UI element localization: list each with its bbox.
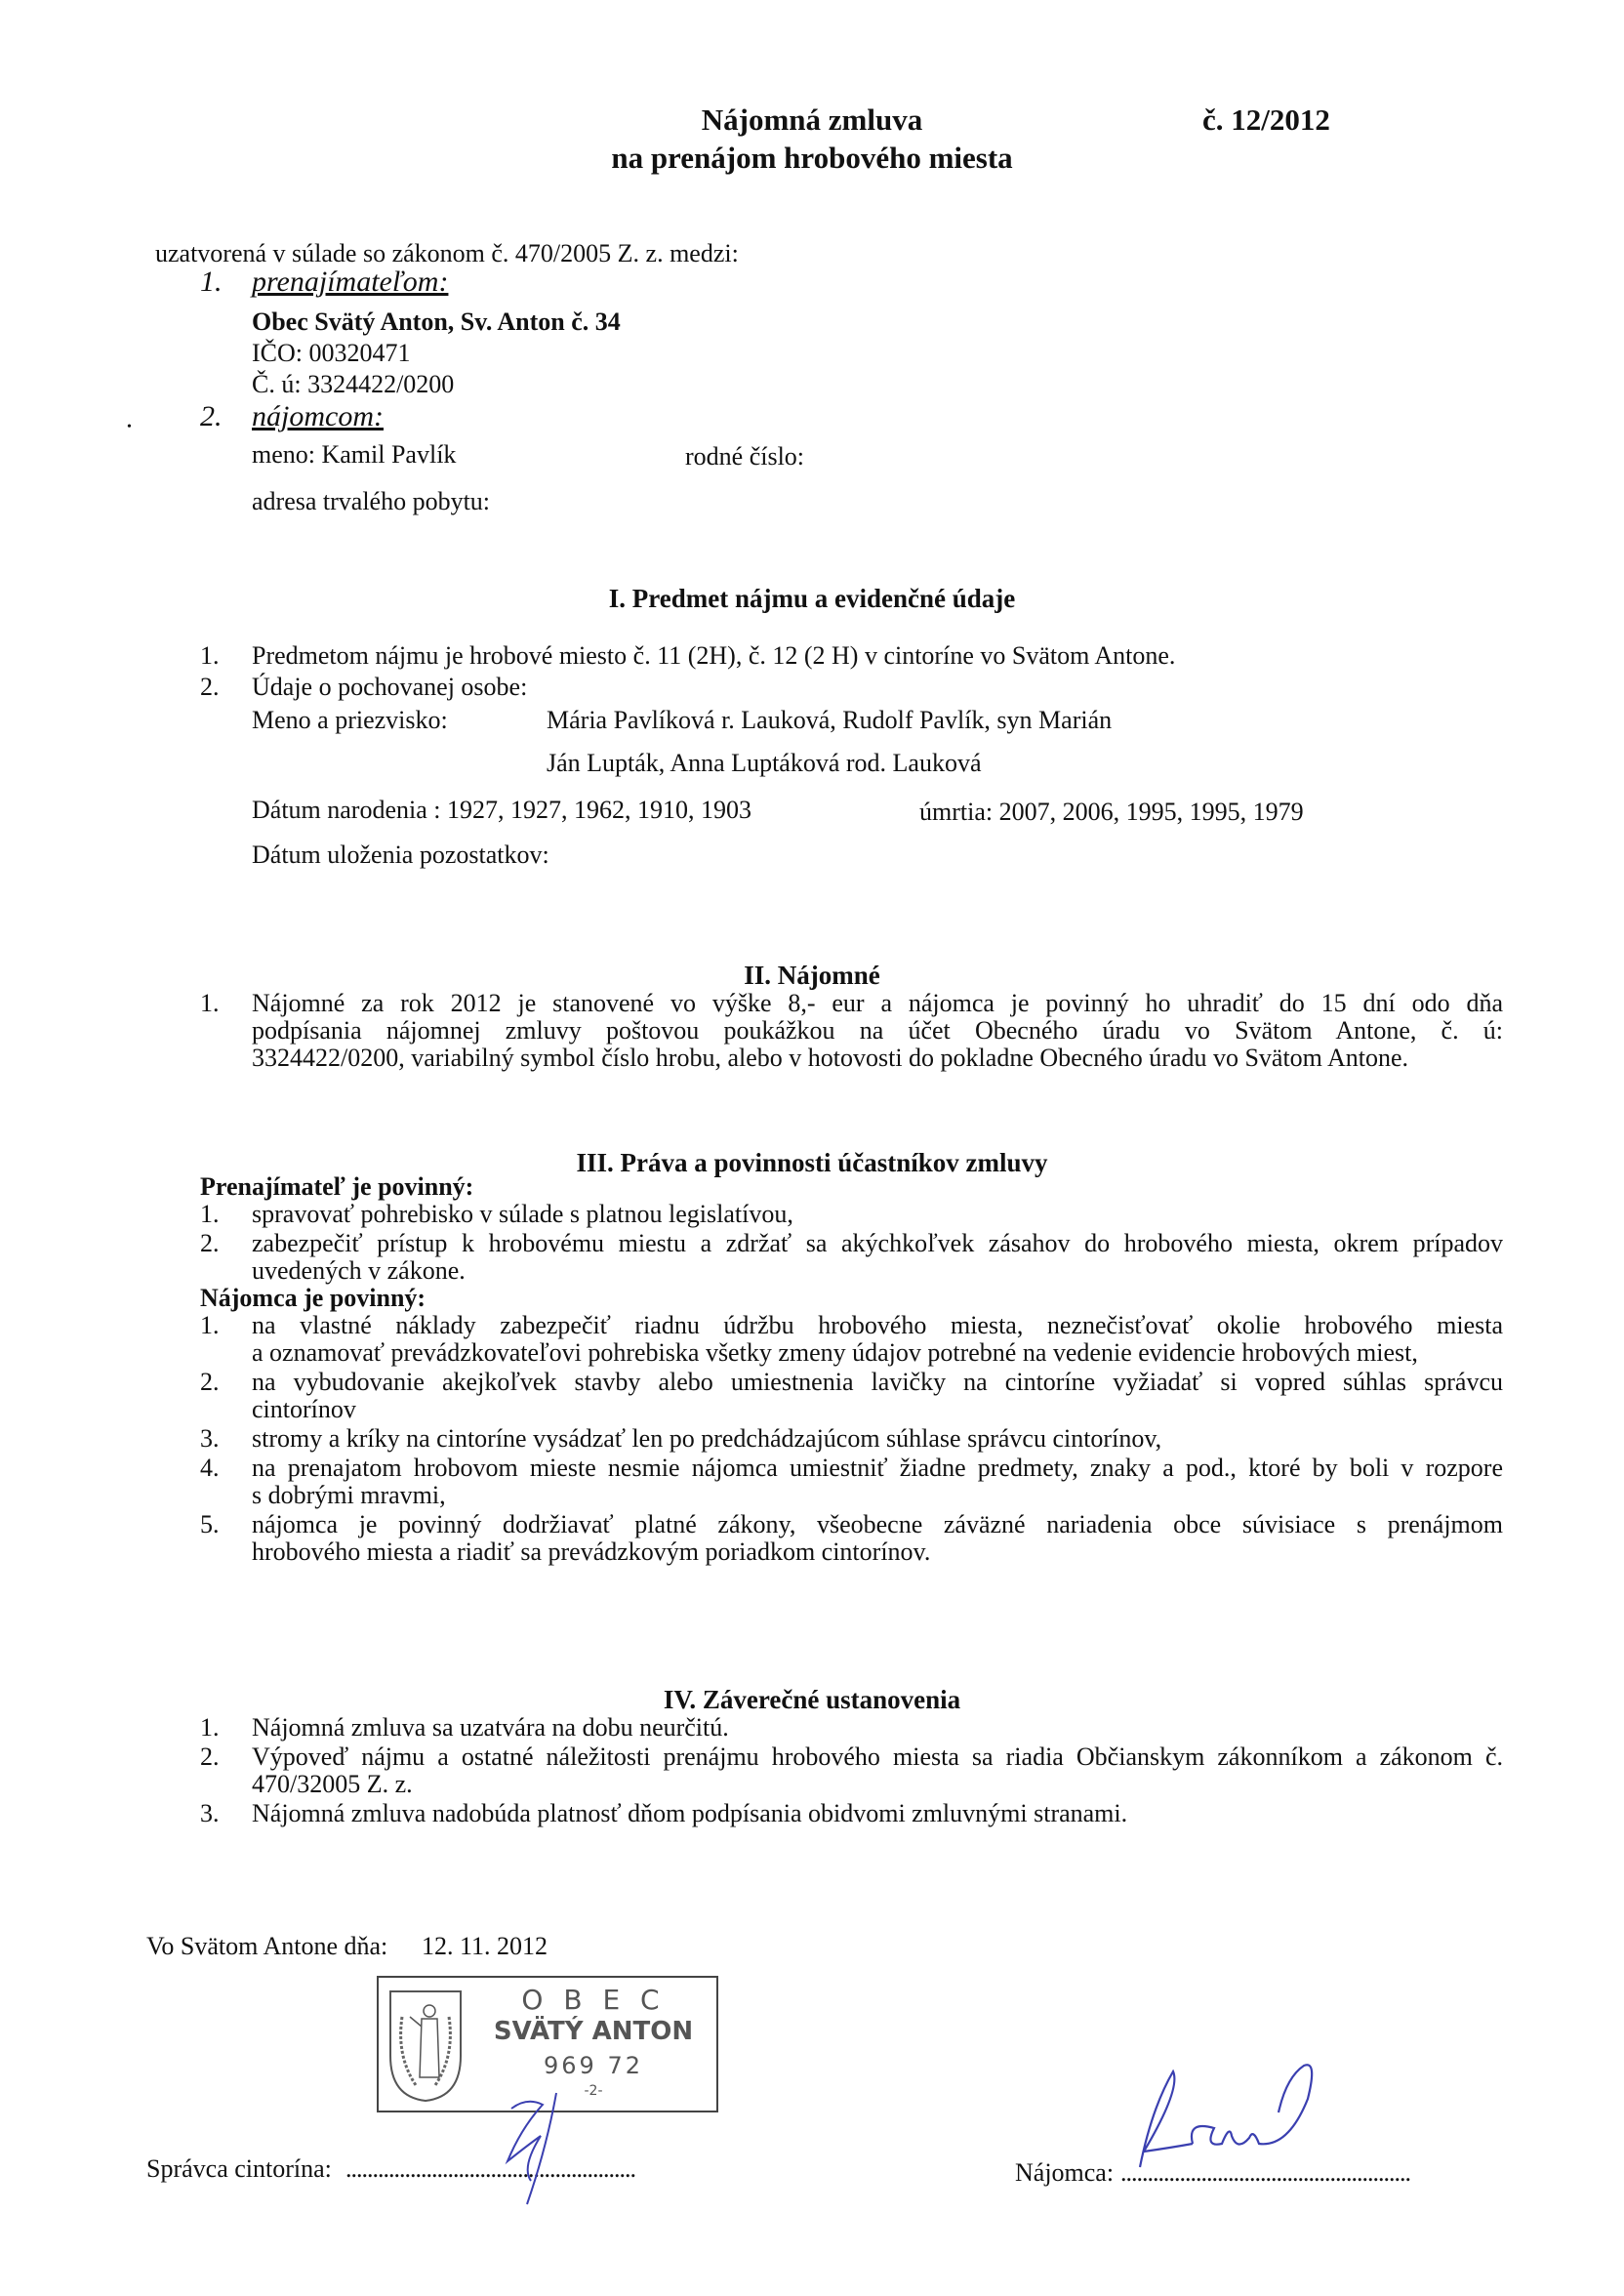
item-number: 2. (200, 1742, 220, 1771)
birth-number-label: rodné číslo: (685, 442, 805, 471)
item-number: 3. (200, 1424, 220, 1453)
title-line-1: Nájomná zmluva (701, 102, 923, 137)
stamp-line-3: 969 72 (544, 2052, 643, 2079)
item-number: 2. (200, 1229, 220, 1257)
stamp-line-4: -2- (584, 2083, 603, 2099)
item-number: 1. (200, 1311, 220, 1339)
item-text-line: uvedených v zákone. (252, 1256, 466, 1285)
item-text-line: hrobového miesta a riadiť sa prevádzkovým poriadkom cintorínov. (252, 1538, 931, 1566)
landlord-ico: IČO: 00320471 (252, 339, 411, 367)
tenant-signature (1122, 2050, 1357, 2177)
birth-dates: Dátum narodenia : 1927, 1927, 1962, 1910, 1903 (252, 796, 751, 824)
item-number: 2. (200, 1368, 220, 1396)
tenant-name: meno: Kamil Pavlík (252, 440, 457, 469)
administrator-label: Správca cintorína: (146, 2154, 332, 2183)
item-number: 1. (200, 989, 220, 1017)
tenant-signature-label: Nájomca: (1015, 2158, 1115, 2187)
deceased-names-line-2: Ján Lupták, Anna Luptáková rod. Lauková (547, 749, 982, 777)
landlord-account: Č. ú: 3324422/0200 (252, 370, 455, 398)
item-text-line: Nájomná zmluva sa uzatvára na dobu neurčitú. (252, 1713, 729, 1742)
item-text-line: s dobrými mravmi, (252, 1481, 446, 1509)
item-text-line: na vybudovanie akejkoľvek stavby alebo umiestnenia lavičky na cintoríne vyžiadať si vopred súhlas správcu (252, 1368, 1503, 1396)
item-text-line: 3324422/0200, variabilný symbol číslo hrobu, alebo v hotovosti do pokladne Obecného úradu vo Svätom Antone. (252, 1044, 1409, 1072)
death-dates: úmrtia: 2007, 2006, 1995, 1995, 1979 (919, 798, 1304, 826)
item-text-line: Výpoveď nájmu a ostatné náležitosti prenájmu hrobového miesta sa riadia Občianskym zákonníkom a zákonom č. (252, 1742, 1503, 1771)
section-2-heading: II. Nájomné (744, 961, 880, 990)
administrator-signature (488, 2089, 595, 2206)
landlord-label: prenajímateľom: (252, 266, 449, 298)
section-3-heading: III. Práva a povinnosti účastníkov zmluvy (576, 1148, 1048, 1177)
contract-number: č. 12/2012 (1202, 102, 1330, 137)
item-text-line: nájomca je povinný dodržiavať platné zákony, všeobecne záväzné nariadenia obce súvisiace s prenájmom (252, 1510, 1503, 1538)
tenant-label: nájomcom: (252, 400, 384, 432)
item-number: 3. (200, 1799, 220, 1827)
address-label: adresa trvalého pobytu: (252, 487, 491, 515)
section-1-heading: I. Predmet nájmu a evidenčné údaje (608, 584, 1016, 613)
landlord-duties-heading: Prenajímateľ je povinný: (200, 1172, 474, 1201)
item-text: Predmetom nájmu je hrobové miesto č. 11 (2H), č. 12 (2 H) v cintoríne vo Svätom Antone. (252, 641, 1176, 670)
item-text: Údaje o pochovanej osobe: (252, 673, 528, 701)
item-text-line: stromy a kríky na cintoríne vysádzať len po predchádzajúcom súhlase správcu cintorínov, (252, 1424, 1162, 1453)
title-line-2: na prenájom hrobového miesta (611, 141, 1013, 175)
place-date-label: Vo Svätom Antone dňa: (146, 1932, 388, 1960)
item-text-line: cintorínov (252, 1395, 356, 1423)
burial-date-label: Dátum uloženia pozostatkov: (252, 840, 549, 869)
landlord-number: 1. (200, 266, 223, 298)
coat-of-arms-icon (386, 1988, 465, 2105)
item-text-line: zabezpečiť prístup k hrobovému miestu a zdržať sa akýchkoľvek zásahov do hrobového miesta, okrem prípadov (252, 1229, 1503, 1257)
item-number: 4. (200, 1454, 220, 1482)
item-text-line: 470/32005 Z. z. (252, 1770, 413, 1798)
signing-date: 12. 11. 2012 (422, 1932, 548, 1960)
landlord-name: Obec Svätý Anton, Sv. Anton č. 34 (252, 308, 621, 336)
item-text-line: podpísania nájomnej zmluvy poštovou poukážkou na účet Obecného úradu vo Svätom Antone, č. ú: (252, 1016, 1503, 1045)
administrator-signature-line: ...................................................... (345, 2154, 635, 2183)
item-number: 1. (200, 641, 220, 670)
item-number: 1. (200, 1200, 220, 1228)
item-text-line: na vlastné náklady zabezpečiť riadnu údržbu hrobového miesta, neznečisťovať okolie hrobového miesta (252, 1311, 1503, 1339)
section-4-heading: IV. Záverečné ustanovenia (663, 1685, 961, 1714)
item-text-line: Nájomné za rok 2012 je stanovené vo výške 8,- eur a nájomca je povinný ho uhradiť do 15 dní odo dňa (252, 989, 1503, 1017)
item-number: 5. (200, 1510, 220, 1538)
intro-text: uzatvorená v súlade so zákonom č. 470/2005 Z. z. medzi: (155, 239, 739, 267)
stamp-line-1: O B E C (521, 1984, 666, 2016)
stamp-line-2: SVÄTÝ ANTON (493, 2017, 694, 2046)
deceased-names-line-1: Mária Pavlíková r. Lauková, Rudolf Pavlík, syn Marián (547, 706, 1113, 734)
item-text-line: a oznamovať prevádzkovateľovi pohrebiska všetky zmeny údajov potrebné na vedenie evidencie hrobových miest, (252, 1338, 1418, 1367)
tenant-duties-heading: Nájomca je povinný: (200, 1284, 426, 1312)
item-number: 2. (200, 673, 220, 701)
scan-speck: • (127, 420, 132, 434)
tenant-signature-line: ...................................................... (1120, 2158, 1410, 2187)
item-text-line: Nájomná zmluva nadobúda platnosť dňom podpísania obidvomi zmluvnými stranami. (252, 1799, 1128, 1827)
deceased-name-label: Meno a priezvisko: (252, 706, 448, 734)
item-text-line: spravovať pohrebisko v súlade s platnou legislatívou, (252, 1200, 793, 1228)
item-text-line: na prenajatom hrobovom mieste nesmie nájomca umiestniť žiadne predmety, znaky a pod., ktoré by boli v rozpore (252, 1454, 1503, 1482)
tenant-number: 2. (200, 400, 223, 432)
item-number: 1. (200, 1713, 220, 1742)
